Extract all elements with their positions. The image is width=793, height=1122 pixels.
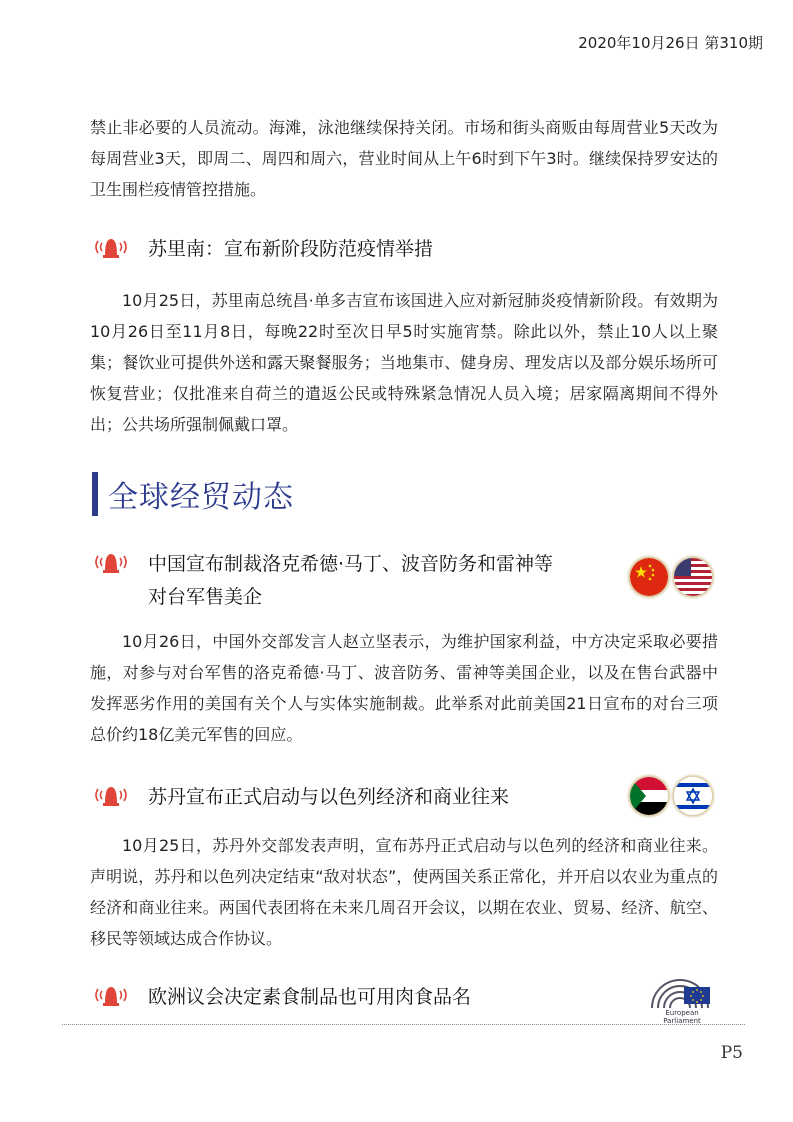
item-body-sudan: 10月25日，苏丹外交部发表声明，宣布苏丹正式启动与以色列的经济和商业往来。声明说，苏丹和以色列决定结束“敌对状态”，使两国关系正常化，并开启以农业为重点的经济和商业往来。两国代表团将在未来几周召开会议，以期在农业、贸易、经济、航空、移民等领域达成合作协议。 (90, 836, 718, 948)
item-heading-eu-parliament (92, 981, 471, 1014)
footer-divider (62, 1024, 745, 1025)
item-title (148, 548, 553, 614)
section-bar (92, 472, 98, 516)
israel-flag-icon (674, 777, 712, 815)
item-title: 苏丹宣布正式启动与以色列经济和商业往来 (148, 786, 510, 808)
usa-flag-icon (674, 558, 712, 596)
item-heading-china-sanctions (92, 548, 553, 614)
page-number: P5 (720, 1043, 743, 1063)
china-flag-icon (630, 558, 668, 596)
item-heading-sudan (92, 781, 509, 814)
sudan-flag-icon (630, 777, 668, 815)
alarm-bell-icon (92, 783, 130, 809)
section-title (92, 470, 294, 518)
alarm-bell-icon (92, 550, 130, 576)
item-body-china-sanctions: 10月26日，中国外交部发言人赵立坚表示，为维护国家利益，中方决定采取必要措施，对参与对台军售的洛克希德·马丁、波音防务、雷神等美国企业，以及在售台武器中发挥恶劣作用的美国有关个人与实体实施制裁。此举系对此前美国21日宣布的对台三项总价约18亿美元军售的回应。 (90, 632, 718, 744)
item-title: 苏里南：宣布新阶段防范疫情举措 (148, 238, 434, 260)
item-body-suriname: 10月25日，苏里南总统昌·单多吉宣布该国进入应对新冠肺炎疫情新阶段。有效期为10月26日至11月8日，每晚22时至次日早5时实施宵禁。除此以外，禁止10人以上聚集；餐饮业可提供外送和露天聚餐服务；当地集市、健身房、理发店以及部分娱乐场所可恢复营业；仅批准来自荷兰的遣返公民或特殊紧急情况人员入境；居家隔离期间不得外出；公共场所强制佩戴口罩。 (90, 291, 718, 434)
item-title-line2: 对台军售美企 (148, 586, 263, 608)
item-heading-suriname (92, 233, 433, 266)
section-title-text: 全球经贸动态 (108, 480, 294, 515)
european-parliament-logo-text: European Parliament (663, 1009, 701, 1025)
item-title: 欧洲议会决定素食制品也可用肉食品名 (148, 986, 472, 1008)
header-date: 2020年10月26日 第310期 (578, 34, 763, 52)
alarm-bell-icon (92, 983, 130, 1009)
alarm-bell-icon (92, 235, 130, 261)
item-title-line1: 中国宣布制裁洛克希德·马丁、波音防务和雷神等 (148, 553, 554, 575)
intro-paragraph: 禁止非必要的人员流动。海滩，泳池继续保持关闭。市场和街头商贩由每周营业5天改为每周营业3天，即周二、周四和周六，营业时间从上午6时到下午3时。继续保持罗安达的卫生围栏疫情管控措施。 (90, 118, 718, 199)
